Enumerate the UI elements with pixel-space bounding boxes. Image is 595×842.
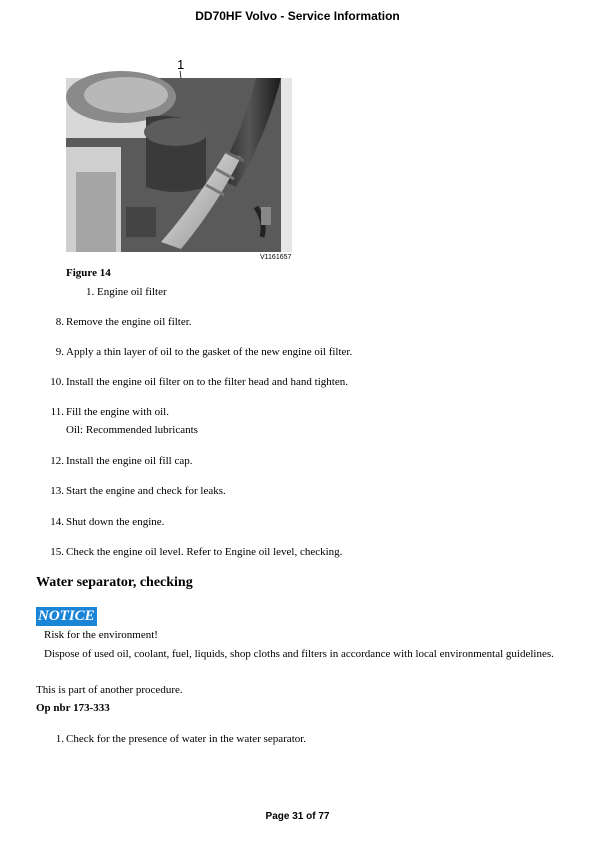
step-text: Apply a thin layer of oil to the gasket of the new engine oil filter.: [66, 346, 353, 358]
step-number: 12.: [50, 455, 64, 467]
op-number: Op nbr 173-333: [36, 702, 110, 714]
step-10: [36, 376, 566, 388]
step-number: 1.: [55, 733, 64, 745]
figure-legend-item: 1. Engine oil filter: [86, 286, 167, 298]
step-text: Check the engine oil level. Refer to Engine oil level, checking.: [66, 546, 343, 558]
step-12: [36, 455, 566, 467]
step-number: 10.: [50, 376, 64, 388]
step-13: [36, 485, 566, 497]
page-footer: Page 31 of 77: [265, 811, 330, 822]
step-text: Fill the engine with oil.: [66, 406, 169, 418]
step-text: Shut down the engine.: [66, 516, 165, 528]
step-text: Install the engine oil filter on to the filter head and hand tighten.: [66, 376, 348, 388]
procedure-note: This is part of another procedure.: [36, 684, 183, 696]
page-header: DD70HF Volvo - Service Information: [195, 9, 400, 23]
step-8: [36, 316, 566, 328]
step-number: 14.: [50, 516, 64, 528]
section-title: Water separator, checking: [36, 575, 193, 590]
step-15: [36, 546, 566, 558]
step-number: 15.: [50, 546, 64, 558]
engine-oil-filter-photo: [66, 57, 296, 262]
notice-paragraph: Dispose of used oil, coolant, fuel, liquids, shop cloths and filters in accordance with local environmental guidelines.: [44, 648, 554, 660]
notice-line: Risk for the environment!: [44, 629, 158, 641]
step-text: Remove the engine oil filter.: [66, 316, 192, 328]
step-note: Oil: Recommended lubricants: [66, 424, 198, 436]
image-code: V1161657: [260, 254, 292, 261]
step-number: 13.: [50, 485, 64, 497]
step-14: [36, 516, 566, 528]
step-text: Install the engine oil fill cap.: [66, 455, 193, 467]
figure-caption: Figure 14: [66, 267, 111, 279]
step-number: 11.: [50, 406, 64, 418]
notice-label: NOTICE: [38, 608, 95, 624]
step-text: Start the engine and check for leaks.: [66, 485, 226, 497]
step-9: [36, 346, 566, 358]
step-11: [36, 406, 566, 436]
step-number: 8.: [55, 316, 64, 328]
step-number: 9.: [55, 346, 64, 358]
callout-number: 1: [177, 57, 185, 72]
water-step-1: [36, 733, 566, 745]
step-text: Check for the presence of water in the water separator.: [66, 733, 307, 745]
